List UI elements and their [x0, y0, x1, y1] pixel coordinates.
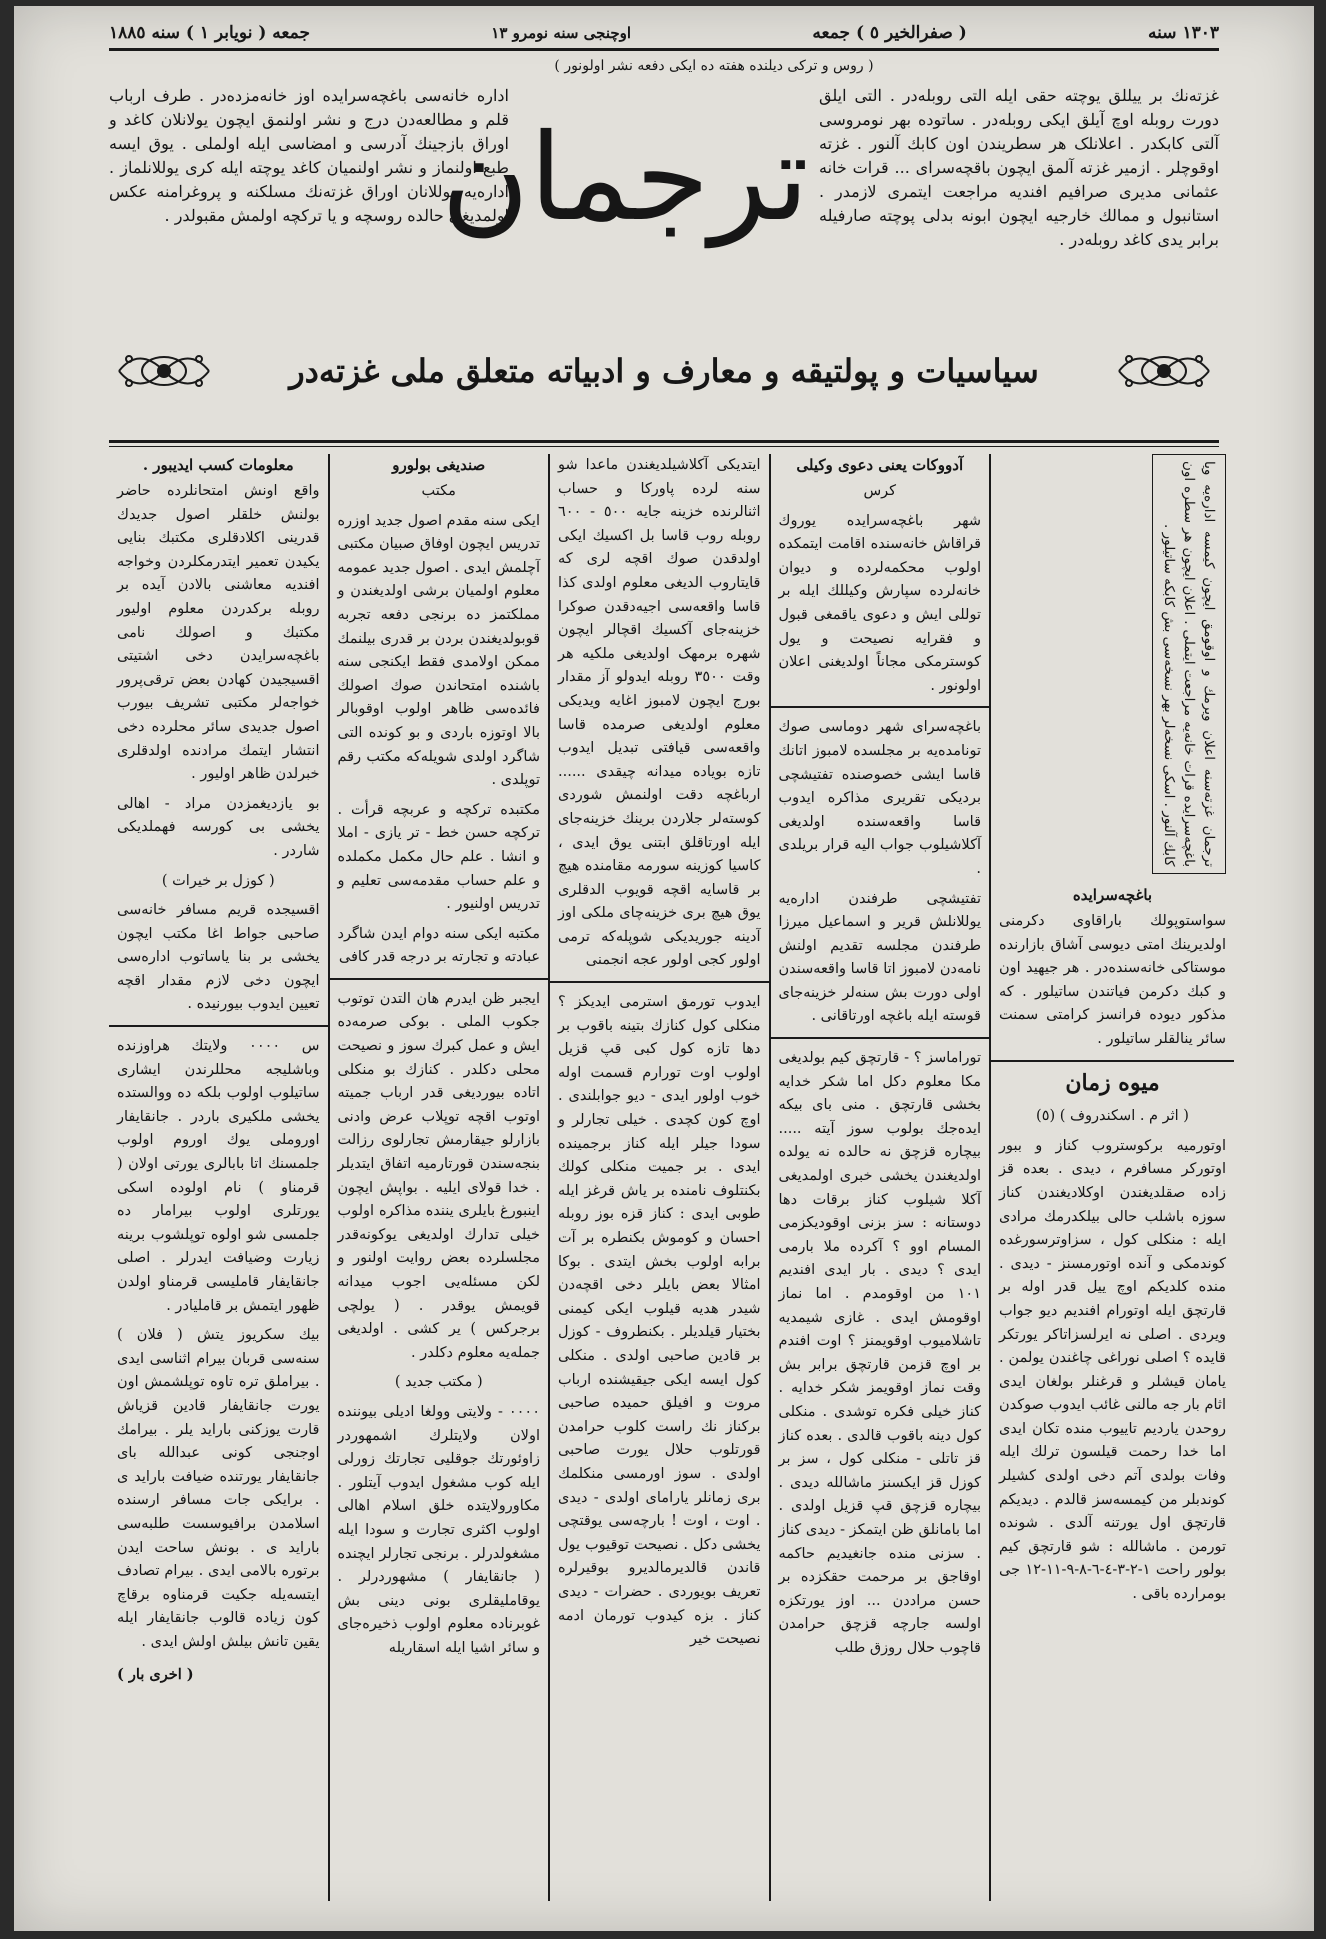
office-info: اداره خانه‌سی باغچه‌سرایده اوز خانه‌مزده‌در . طرف ارباب قلم و مطالعه‌دن درج و نشر اولنمق ایچون یولانلان کاغد و اوراق بازجینك آدرسی و امضاسی ایله اولملی . یوق ایسه طبع اولنماز و نشر اولنمیان کاغد یوچته ایله کری یوللانلماز . اداره‌یه یوللانان اوراق غزته‌نك مسلکنه و پروغرامنه عکس اولمدیغی حالده روسچه و یا ترکچه اولمش مقبولدر . [109, 86, 509, 225]
language-note: ( روس و ترکی دیلنده هفته ده ایکی دفعه نشر اولونور ) [554, 58, 874, 74]
masthead [441, 84, 809, 314]
article-paragraph: واقع اونش امتحانلرده حاضر بولنش خلقلر اصول جدیدك قدرینی اکلادقلری مکتبك بنایی یکیدن تعمیر ایتدرمکلردن وخواجه افندیه معاشنی بالادن آیده بر روبله برکدردن معلوم اولیور مکتبك و اصولك نامی باغچه‌سرایدن دخی اشتیتی اقسیجیدن کهادن بعض ترقی‌پرور خواجه‌لر مکتبی تشریف بیورب اصول جدیدی سائر محلرده دخی انتشار ایتمك مرادنده اولدقلری خبرلدن ظاهر اولیور . [117, 483, 320, 783]
article-paragraph: ایجبر ظن ایدرم هان التدن توتوب جکوب الملی . بوکی صرمه‌ده ایش و عمل کبرك سوز و نصیحت محلی دکلدر . کنازك بو منکلی اتاده بیوردیغی قدر ارباب جمیته اوتوب اقچه توپلاب عرض وادنی بازارلو جیقارمش تجارلوی رزالت بنجه‌سندن قورتارمیه اتفاق ایتدیلر . خدا قولای ایلیه . بواپش ایچون اینبورغ بایلری یننده مذاکره اولوب خیلی تدارك اولدیغی یوکونه‌قدر مجلسلرده بعض روایت اولنور و لکن مسئله‌یی اجوب میدانه قویمش یوقدر . ( یولچی برجرکس ) یر کشی . اولدیغی جمله‌یه معلوم دکلدر . [337, 990, 540, 1361]
advertisement-box: ترجمان غزته‌سنه اعلان ویرمك و اوقومق ایچون کیمسه اداره‌یه ویا باغچه‌سرایده قرات خانه‌یه مراجعت ایتملی . اعلان ایچون هر سطره اون کابك آلنور . اسکی نسخه‌لر بهر نسخه‌سی بش کابکه ساتیلور . [1152, 454, 1226, 874]
column-subheading: ( کوزل بر خیرات ) [161, 872, 275, 889]
column-2 [769, 454, 990, 1901]
column-divider [991, 1060, 1234, 1062]
column-divider [550, 981, 769, 983]
subscription-info: غزته‌نك بر ییللق یوچته حقی ایله التی روبله‌در . التی ایلق دورت روبله اوچ آیلق ایکی روبله‌در . ساتوده بهر نومروسی آلتی کابکدر . اعلانلک هر سطریندن اون کابك آلنور . غزته اوقوچلر . ازمیر غزته آلمق ایچون باقچه‌سرای ... قرات خانه عثمانی مدیری صرافیم افندیه مراجعت ایتمری لازمدر . استانبول و ممالك خارجیه ایچون ابونه بدلی پوچته صارفیله برابر یدی کاغد روبله‌در . [819, 86, 1220, 249]
column-heading: باغچه‌سرایده [1072, 886, 1153, 904]
hijri-year: ١٣٠٣ سنه [1148, 23, 1219, 43]
article-paragraph: بو یازدیغمزدن مراد - اهالی یخشی بی کورسه فهملدیکی شاردر . [117, 795, 320, 859]
article-paragraph: س ٠٠٠٠ ولایتك هراوزنده وباشلیجه محللرندن ایشاری ساتیلوب اولوب بلکه ده ووالستده یخشی ملکیری باردر . جانقایفار اوروملی یوك اوروم اولوب جلمسنك اتا بابالری یورتی اولان ( قرمناو ) نام اولوده اسکی یورتلری اولوب بیرامار ده جلمسی شو اولوه توپلشوب برینه زیارت وضیافت ایدرلر . اصلی جانقایفار قاملیسی قرمناو اولدن ظهور ایتمش بر قاملیادر . [117, 1038, 320, 1314]
article-paragraph: ایتدیکی آکلاشیلدیغندن ماعدا شو سنه لرده پاورکا و حساب اثنالرنده خزینه جایه ٥٠٠ - ٦٠٠ روبله روب قاسا بل اکسیك ایکی اولدقدن صوك اقچه لری که قایتاروب الدیغی معلوم اولدی کذا قاسا واقعه‌سی اجیه‌دقدن صوکرا خزینه‌جای آکسیك اقچالر ایچون شهره برمهک اولدیغی ملکیه هر وقت ٣٥٠٠ روبله ایدولو آز مقدار بورج ایچون لامبوز اغایه ویدیکی معلوم اولدیغی صرمده قاسا واقعه‌سی قیافتی تبدیل ایدوب تازه بویاده میدانه چیقدی ...... ارباغچه دقت اولنمش شوردی کوسته‌لر جلاردن برینك خزینه‌جای ایله اورتاقلق ابتنی یوق ایدی ، کاسیا کوزینه سورمه مقامنده هیچ بر قاسایه اقچه قویوب الدقلری یوق هیچ بری خزینه‌چای ملکی اوز آدینه جوریدیکی شوپله‌که ترمی اولور کجی اولور عجه انجمنی [558, 457, 761, 969]
article-paragraph: ایکی سنه مقدم اصول جدید اوزره تدریس ایچون اوفاق صبیان مکتبی آچلمش ایدی . اصول جدید عمومه معلوم اولمیان برشی اولدیغندن و مملکتمز ده برنجی دفعه تجربه قوبولدیغندن بردن بر قدری بیلنمك ممکن اولامدی فقط ایکنجی سنه باشنده امتحاندن صوك اصولك فائده‌سی ظاهر اولوب اوقوبالر بالا اوتوزه باردی و بو کونده التی شاگرد اولدی شویله‌که مکتب رقم توپلدی . [337, 512, 540, 789]
issue-number: اوچنجی سنه نومرو ١٣ [491, 24, 632, 42]
article-paragraph: سواستوپولك باراقاوی دکرمنی اولدیرینك امتی دیوسی آشاق بازارنده موستاکی خانه‌سنده‌در . هر جیهید اون و کبك دکرمن فیاتندن ساتیلور . که مذکور دیوده فرانسز کرامتی سمنت سائر ینالقلر ساتیلور . [999, 913, 1226, 1047]
column-heading: صندیغی بولورو [392, 456, 486, 474]
serial-byline: ( اثر م . اسکندروف ) (٥) [1036, 1108, 1189, 1125]
article-paragraph: اوتورمیه برکوستروب کناز و ببور اوتورکر مسافرم ، دیدی . بعده قز زاده صقلدیغندن اوکلادیغندن کناز سوزه باشلب حالی بیلکدرمك مرادی ایله : منکلی کول ، سزاوترسورغده کوندمکی و آنده اوتورمسنز - دیدی . منده کلدیکم اوچ ییل قدر اوله بر قارتچق ایله اوتورام افندیم دیو جواب ویردی . اصلی نه‌ ایرلسزاتاکر یورتکر قایده ؟ اصلی نوراغی چاغندن یولمن . یامان قیشلر و قرغنلر بولغان ایدی اثام بار جه مالنی غائب ایدوب صوکدن روحدن یاردیم تاییوب منده تکان ایدی اما خدا رحمت قیلسون ترلك ایله وفات بولدی آتم دخی اولدی کشیلر کوندبلر من کیمسه‌سز قالدم . دیدیکم قارتچق اول یورتنه آلدی . شونده تورمن . ماشالله : شو قارتچق کیم بولور راحت ١-٢-٣-٤-٦-٨-٩-١١-١٢ جی بومرارده باقی . [999, 1137, 1226, 1603]
article-paragraph: مکتبده ترکچه و عربچه قرأت . ترکچه حسن خط - تر یازی - املا و انشا . علم حال مکمل مکملده و علم حساب مقدمه‌سی تعلیم و تدریس اولنیور . [337, 801, 540, 913]
column-subheading: ( مکتب جدید ) [394, 1374, 483, 1391]
column-subheading: مکتب [421, 483, 456, 499]
masthead-title: ترجمان [441, 109, 809, 248]
article-columns [109, 454, 1234, 1901]
hijri-date: ( صفرالخير ٥ ) جمعه [812, 23, 967, 43]
floral-ornament-icon [1109, 341, 1219, 401]
article-paragraph: تفتیشچی طرفندن اداره‌یه یوللانلش قریر و اسماعیل میرزا طرفندن مجلسه تقدیم اولنش نامه‌دن لامبوز اتا قاسا واقعه‌سندن اولی دورت بش سنه‌لر خزینه‌جای قوسته ایله باغچه اورتاقانی . [778, 890, 981, 1025]
serial-title: میوه زمان [1065, 1069, 1160, 1096]
article-paragraph: بیك سکریوز یتش ( فلان ) سنه‌سی قربان بیرام اثناسی ایدی . بیراملق تره تاوه توپلشمش اون یورت جانقایفار قادین قزیاش قارت یوزکنی باراید یلر . بیرامك اوجنجی کونی عبدالله بای جانقایفار یورتنده ضیافت باراید ی . برایکی جات مسافر ارسنده اسلامدن برافیوسست طلبه‌سی باراید ی . بونش ساحت ایدن برتوره بالامی ایدی . بیرام تصادف ایتسه‌یله جکیت قرمناوه برقاچ کون زیاده قالوب جانقایفار ایله یقین تانش بیلش اولش ایدی . [117, 1327, 320, 1650]
top-rule [109, 48, 1219, 51]
column-3 [548, 454, 769, 1901]
column-heading: آدووکات یعنی دعوی وکیلی [796, 456, 964, 474]
floral-ornament-icon [109, 341, 219, 401]
subtitle-row [109, 336, 1219, 406]
column-divider [330, 978, 549, 980]
column-subheading: کرس [863, 483, 897, 499]
continued-mark: ( اخری بار ) [117, 1665, 194, 1683]
article-paragraph: باغچه‌سرای شهر دوماسی صوك تونامده‌یه بر مجلسده لامبوز اتانك قاسا ایشی خصوصنده تفتیشچی بردیکی تقریری مذاکره ایدوب قاسا واقعه‌سنده اولدیغی آکلاشیلوب جواب الیه قرار بریلدی . [778, 719, 981, 877]
column-divider [109, 1025, 328, 1027]
gregorian-date: جمعه ( نويابر ١ ) سنه ١٨٨٥ [109, 23, 310, 43]
column-divider [771, 706, 990, 708]
article-paragraph: ایدوب تورمق استرمی ایدیکز ؟ منکلی کول کنازك بتینه باقوب بر دها تازه کول کبی قپ قزیل اولوب اوت تورارم قسمت اوله خوب اولور ایدی - دیو جوابلندی . اوچ کون کچدی . خیلی تجارلر و سودا جیلر ایله کناز برجمینده ایدی . بر جمیت منکلی کولك بکنتلوف نامنده بر یاش قرغز ایله طوبی ایدی : کناز قزه بوز روبله احسان و کوموش بکنطره بر آت برابه اولوب بخش ایتدی . بوکا امثالا بعض بایلر دخی اقچه‌دن شیدر هدیه قیلوب ایکی کیمنی بختیار قیلدیلر . بکنطروف - کوزل بر قادین صاحبی اولدی . منکلی کول ایسه ایکی جیقیشنده ارباب مروت و افیلق حمیده صاحبی برکناز نك راست کلوب حرامدن قورتلوب حلال یورت صاحبی اولدی . سوز اورمسی منکلمك بری زمانلر یارامای اولدی - دیدی . اوت ، اوت ! بارچه‌سی یوقتچی یخشی دکل . نصیحت توقیوب یول قاندن قالدیرمالدیرو بوقیرلره تعریف بویوردی . حضرات - دیدی کناز . بزه کیدوب تورمان ادمه نصیحت خیر [558, 994, 761, 1648]
column-4 [328, 454, 549, 1901]
article-paragraph: اقسیجده قریم مسافر خانه‌سی صاحبی جواط اغا مکتب ایچون یخشی بر بنا یاساتوب اداره‌سی ایچون دخی لازم مقدار اقچه تعیین ایدوب بیورنیده . [117, 902, 320, 1013]
dateline [109, 20, 1219, 46]
column-divider [771, 1037, 990, 1039]
column-5 [109, 454, 328, 1901]
columns-top-rule [109, 440, 1219, 443]
subtitle: سیاسیات و پولتیقه و معارف و ادبیاته متعلق ملی غزته‌در [289, 352, 1039, 390]
article-paragraph: شهر باغچه‌سرایده یوروك قراقاش خانه‌سنده اقامت ایتمکده اولوب محکمه‌لرده و دیوان خانه‌لرده سپارش وکیللك ایله بر توللی ایش و دعوی یاقمغی قبول و فقرایه نصیحت و یول کوسترمکی مجاناً اولدیغنی اعلان اولونور . [778, 512, 981, 694]
column-heading: معلومات کسب ایدیبور . [142, 456, 294, 474]
column-1 [989, 454, 1234, 1901]
article-paragraph: توراماسز ؟ - قارتچق کیم بولدیغی مکا معلوم دکل اما شکر خدایه بخشی قارتچق . منی بای بیکه ایده‌جك بولوب سوز آیته ..... بیچاره قزچق نه حالده نه یولده اولدیغندن یخشی خبری اولمدیغی آکلا شیلوب کناز برقات دها دوستانه : سز بزنی اوقودیکزمی المسام اوو ؟ آکرده ملا بارمی ایدی ؟ دیدی . بار ایدی افندیم ١٠١ من اوقومدم . اما نماز اوقومش ایدی . غازی شیمدیه تاشلامیوب اوقویمنز ؟ اوت افندم بر اوچ قزمن قارتچق برابر بش وقت نماز اوقویمز شکر خدایه . کناز خیلی فکره توشدی . منکلی کول دینه باقوب قالدی . بعده کناز قز تاتلی - منکلی کول ، سز بر کوزل قز ایکسنز ماشالله دیدی . بیچاره قزچق قپ قزیل اولدی . اما بامانلق ظن ایتمکز - دیدی کناز . سزنی منده جانغیدیم حاکمه اوقاجق بر مرحمت حقکزده بر حسن مراددن ... اوز یورتکزه اولسه جارچه قزچق حرامدن قاچوب حلال روزق طلب [778, 1050, 981, 1656]
article-paragraph: ٠٠٠٠ - ولایتی وولغا ادیلی بیوننده اولان ولایتلرك اشمهوردر زاوئورتك جوقلیی تجارتك زورلی ایله کوب مشغول ایدوب آیتلور . مکاورولایتده خلق اسلام اهالی اولوب اکثری تجارت و سودا ایله مشغولدرلر . برنجی تجارلر ایچنده ( جانقایفار ) مشهوردرلر . یوقاملیقلری بونی دینی بش غوبرناده معلوم اولوب ذخیره‌جای و سائر اشیا ایله اسقاریله [337, 1403, 540, 1656]
article-paragraph: مکتبه ایکی سنه دوام ایدن شاگرد عبادته و تجارته بر درجه قدر کافی [337, 925, 540, 966]
newspaper-page [14, 6, 1314, 1931]
columns-top-thin-rule [109, 446, 1219, 447]
